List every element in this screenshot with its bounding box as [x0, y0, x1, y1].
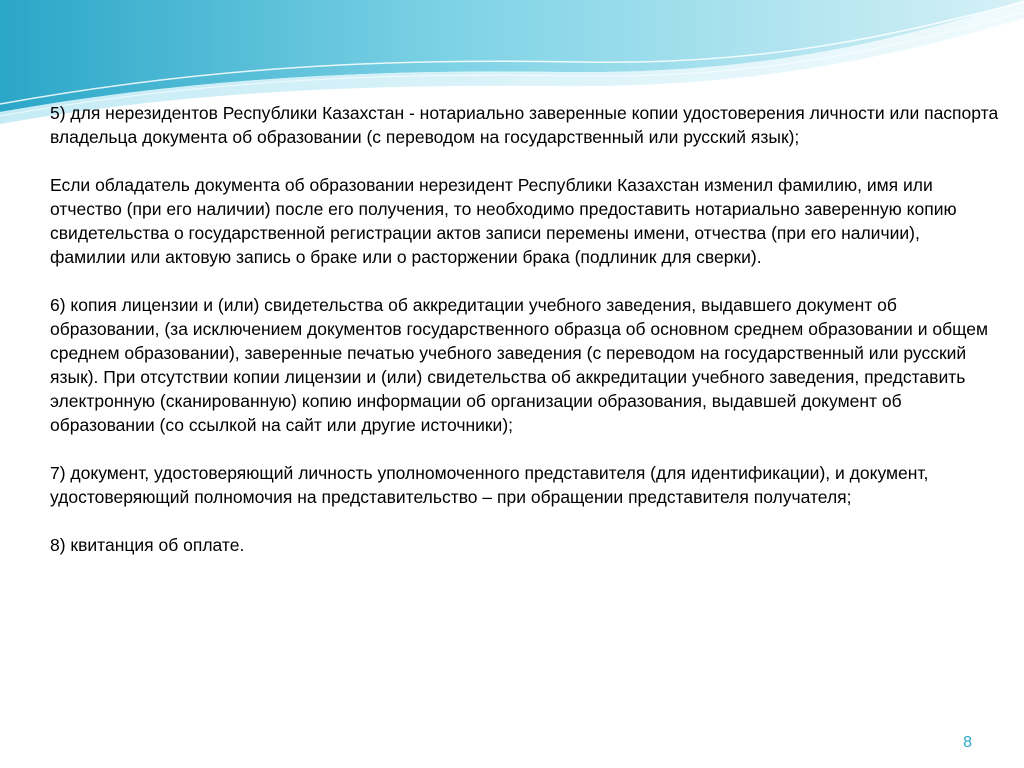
paragraph-item-7: 7) документ, удостоверяющий личность уполномоченного представителя (для идентификации), и документ, удостоверяющий полномочия на представительство – при обращении представителя получателя;: [50, 463, 929, 507]
page-number: 8: [963, 734, 972, 751]
paragraph-item-5: 5) для нерезидентов Республики Казахстан - нотариально заверенные копии удостоверения личности или паспорта владельца документа об образовании (с переводом на государственный или русский язык);: [50, 103, 999, 147]
slide-body: [50, 101, 1000, 581]
paragraph-name-change: Если обладатель документа об образовании нерезидент Республики Казахстан изменил фамилию, имя или отчество (при его наличии) после его получения, то необходимо предоставить нотариально заверенную копию свидетельства о государственной регистрации актов записи перемены имени, отчества (при его наличии), фамилии или актовую запись о браке или о расторжении брака (подлиник для сверки).: [50, 175, 957, 267]
paragraph-item-8: 8) квитанция об оплате.: [50, 535, 245, 555]
paragraph-item-6: 6) копия лицензии и (или) свидетельства об аккредитации учебного заведения, выдавшего документ об образовании, (за исключением документов государственного образца об основном среднем образовании и общем среднем образовании), заверенные печатью учебного заведения (с переводом на государственный или русский язык). При отсутствии копии лицензии и (или) свидетельства об аккредитации учебного заведения, представить электронную (сканированную) копию информации об организации образования, выдавшей документ об образовании (со ссылкой на сайт или другие источники);: [50, 295, 989, 435]
